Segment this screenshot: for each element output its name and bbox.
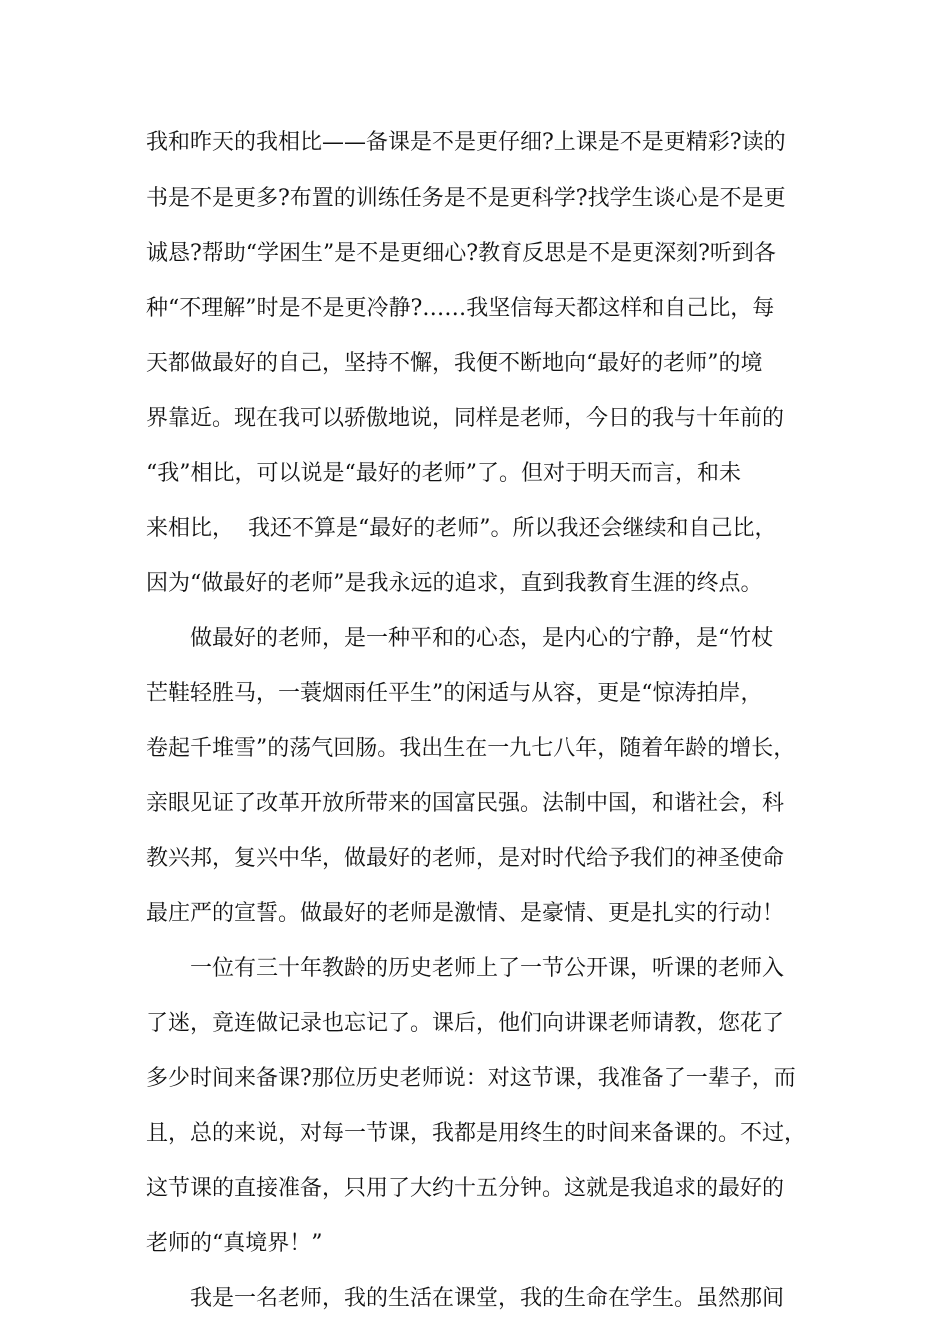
text-line: 了迷，竟连做记录也忘记了。课后，他们向讲课老师请教，您花了 xyxy=(146,1011,785,1036)
text-line: 教兴邦，复兴中华，做最好的老师，是对时代给予我们的神圣使命 xyxy=(146,846,785,871)
text-line: 天都做最好的自己，坚持不懈，我便不断地向“最好的老师”的境 xyxy=(146,351,763,376)
text-line: 老师的“真境界！” xyxy=(146,1231,323,1256)
text-line: “我”相比，可以说是“最好的老师”了。但对于明天而言，和未 xyxy=(146,461,741,486)
text-line: 这节课的直接准备，只用了大约十五分钟。这就是我追求的最好的 xyxy=(146,1176,785,1201)
text-line: 芒鞋轻胜马，一蓑烟雨任平生”的闲适与从容，更是“惊涛拍岸， xyxy=(146,681,763,706)
paragraph-first-line: 做最好的老师，是一种平和的心态，是内心的宁静，是“竹杖 xyxy=(190,626,774,651)
text-line: 最庄严的宣誓。做最好的老师是激情、是豪情、更是扎实的行动！ xyxy=(146,901,785,926)
paragraph-first-line: 我是一名老师，我的生活在课堂，我的生命在学生。虽然那间 xyxy=(190,1286,785,1311)
text-line: 因为“做最好的老师”是我永远的追求，直到我教育生涯的终点。 xyxy=(146,571,763,596)
text-line: 书是不是更多?布置的训练任务是不是更科学?找学生谈心是不是更 xyxy=(146,186,786,211)
text-line: 种“不理解”时是不是更冷静?……我坚信每天都这样和自己比，每 xyxy=(146,296,775,321)
text-line: 诚恳?帮助“学困生”是不是更细心?教育反思是不是更深刻?听到各 xyxy=(146,241,776,266)
text-line: 且，总的来说，对每一节课，我都是用终生的时间来备课的。不过， xyxy=(146,1121,807,1146)
text-line: 亲眼见证了改革开放所带来的国富民强。法制中国，和谐社会，科 xyxy=(146,791,785,816)
text-line: 我和昨天的我相比——备课是不是更仔细?上课是不是更精彩?读的 xyxy=(146,130,786,155)
text-line: 卷起千堆雪”的荡气回肠。我出生在一九七八年，随着年龄的增长， xyxy=(146,736,796,761)
text-line: 多少时间来备课?那位历史老师说：对这节课，我准备了一辈子，而 xyxy=(146,1066,796,1091)
text-line: 界靠近。现在我可以骄傲地说，同样是老师，今日的我与十年前的 xyxy=(146,406,785,431)
paragraph-first-line: 一位有三十年教龄的历史老师上了一节公开课，听课的老师入 xyxy=(190,956,785,981)
text-line: 来相比， 我还不算是“最好的老师”。所以我还会继续和自己比， xyxy=(146,516,777,541)
